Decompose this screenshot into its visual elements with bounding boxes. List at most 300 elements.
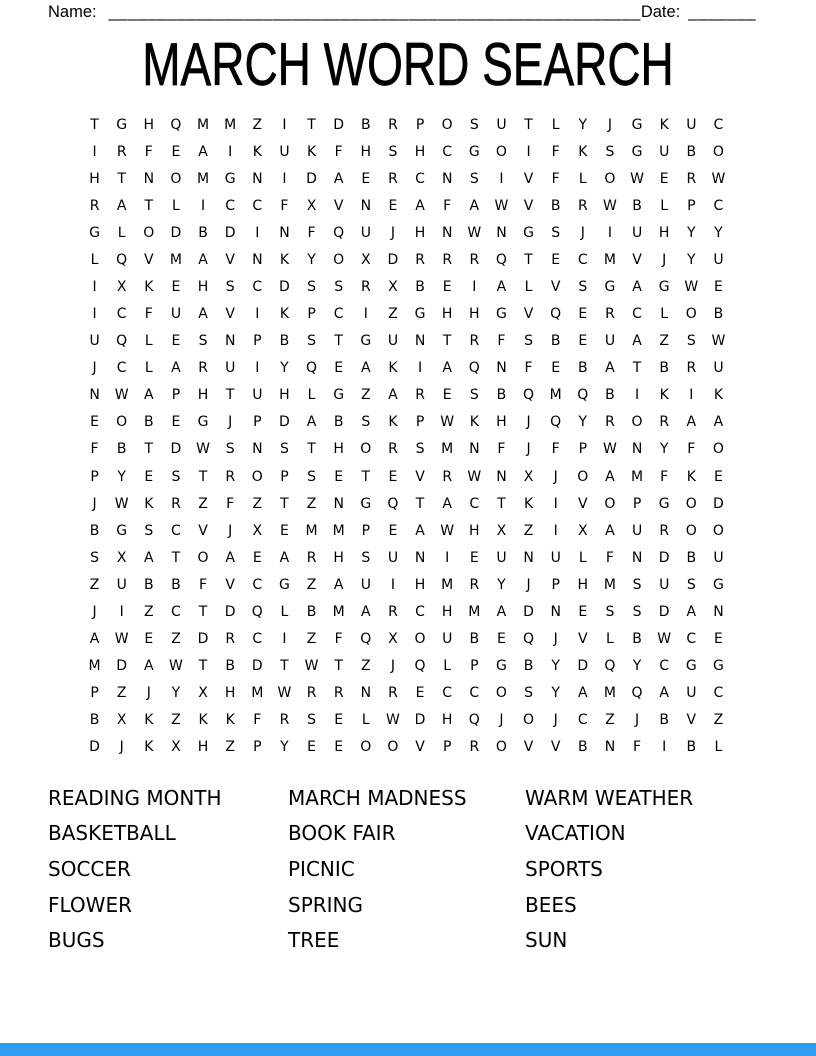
- grid-letter: W: [684, 279, 699, 295]
- grid-letter: U: [631, 224, 643, 241]
- grid-letter: E: [334, 360, 344, 377]
- grid-letter: Q: [116, 333, 128, 350]
- grid-letter: X: [116, 549, 127, 566]
- grid-letter: N: [252, 170, 263, 187]
- grid-letter: E: [578, 333, 588, 350]
- grid-letter: E: [361, 170, 371, 187]
- grid-letter: O: [441, 116, 453, 133]
- grid-letter: Z: [252, 495, 263, 512]
- grid-letter: O: [197, 549, 209, 566]
- grid-letter: O: [523, 712, 535, 729]
- grid-letter: E: [578, 603, 588, 620]
- grid-letter: O: [414, 631, 426, 648]
- grid-letter: T: [632, 360, 642, 377]
- grid-letter: I: [92, 306, 97, 323]
- grid-letter: F: [551, 170, 560, 187]
- grid-letter: I: [390, 576, 395, 593]
- grid-letter: V: [523, 739, 534, 756]
- grid-letter: J: [607, 116, 612, 133]
- grid-letter: V: [415, 468, 425, 485]
- grid-letter: Y: [578, 414, 588, 431]
- grid-letter: R: [306, 549, 317, 566]
- grid-letter: W: [440, 522, 455, 539]
- grid-letter: F: [497, 441, 506, 458]
- grid-letter: B: [171, 576, 181, 593]
- grid-letter: P: [578, 441, 588, 458]
- grid-letter: O: [251, 468, 263, 485]
- grid-letter: H: [441, 712, 453, 729]
- grid-letter: P: [307, 306, 316, 323]
- grid-letter: A: [469, 197, 480, 214]
- grid-letter: U: [225, 360, 236, 377]
- date-line: _______: [688, 3, 757, 21]
- grid-letter: D: [577, 658, 589, 675]
- grid-letter: E: [551, 360, 561, 377]
- grid-letter: H: [224, 685, 236, 702]
- grid-letter: C: [577, 712, 588, 729]
- grid-letter: O: [387, 739, 399, 756]
- grid-letter: H: [333, 441, 344, 458]
- grid-letter: V: [578, 631, 588, 648]
- grid-letter: B: [361, 116, 371, 133]
- grid-letter: V: [523, 170, 534, 187]
- grid-letter: N: [252, 251, 263, 268]
- grid-letter: J: [390, 658, 395, 675]
- grid-letter: H: [414, 576, 426, 593]
- grid-letter: A: [632, 279, 642, 295]
- grid-letter: V: [550, 279, 561, 295]
- grid-letter: B: [225, 658, 235, 675]
- grid-letter: U: [360, 224, 371, 241]
- word-list-item: BOOK FAIR: [288, 821, 396, 846]
- grid-letter: J: [662, 251, 667, 268]
- grid-letter: Z: [605, 712, 615, 729]
- grid-letter: Q: [577, 387, 589, 404]
- grid-letter: X: [361, 251, 371, 268]
- grid-letter: R: [659, 522, 670, 539]
- grid-letter: D: [279, 279, 290, 295]
- grid-letter: S: [605, 603, 615, 620]
- grid-letter: S: [171, 468, 181, 485]
- grid-letter: A: [361, 603, 371, 620]
- grid-letter: L: [578, 170, 587, 187]
- grid-letter: N: [469, 441, 480, 458]
- grid-letter: V: [333, 197, 344, 214]
- grid-letter: F: [334, 631, 343, 648]
- word-list-item: SOCCER: [48, 856, 131, 881]
- grid-letter: I: [282, 170, 287, 187]
- grid-letter: A: [578, 685, 588, 702]
- grid-letter: A: [198, 251, 208, 268]
- grid-letter: B: [89, 522, 100, 539]
- grid-letter: O: [685, 495, 697, 512]
- word-list-item: BUGS: [48, 928, 105, 953]
- grid-letter: F: [660, 468, 669, 485]
- grid-letter: R: [388, 116, 398, 133]
- grid-letter: G: [496, 306, 507, 323]
- grid-letter: O: [577, 468, 589, 485]
- grid-letter: A: [632, 333, 642, 350]
- grid-letter: Y: [659, 441, 669, 458]
- grid-letter: C: [225, 197, 236, 214]
- grid-letter: J: [92, 603, 97, 620]
- grid-letter: S: [307, 333, 316, 350]
- grid-letter: W: [386, 712, 400, 729]
- grid-letter: S: [307, 279, 316, 295]
- grid-letter: M: [332, 603, 345, 620]
- grid-letter: N: [496, 360, 507, 377]
- grid-letter: K: [144, 279, 154, 295]
- grid-letter: W: [603, 197, 617, 214]
- grid-letter: Z: [361, 658, 371, 675]
- grid-letter: E: [578, 306, 588, 323]
- grid-letter: C: [469, 685, 480, 702]
- grid-letter: N: [523, 549, 534, 566]
- grid-letter: Q: [387, 495, 399, 512]
- grid-letter: H: [333, 549, 344, 566]
- grid-letter: E: [415, 685, 425, 702]
- grid-letter: B: [659, 712, 669, 729]
- grid-letter: J: [526, 576, 531, 593]
- grid-letter: B: [578, 360, 588, 377]
- grid-letter: E: [334, 739, 344, 756]
- grid-letter: D: [197, 631, 209, 648]
- grid-letter: D: [387, 251, 399, 268]
- grid-letter: R: [388, 170, 398, 187]
- grid-letter: F: [551, 441, 560, 458]
- grid-letter: S: [361, 414, 371, 431]
- grid-letter: R: [577, 197, 588, 214]
- grid-letter: Z: [388, 306, 398, 323]
- grid-letter: E: [171, 279, 181, 295]
- grid-letter: I: [92, 279, 97, 295]
- grid-letter: G: [333, 387, 345, 404]
- grid-letter: H: [414, 143, 426, 160]
- grid-letter: C: [252, 197, 263, 214]
- grid-letter: Z: [198, 495, 208, 512]
- grid-letter: K: [659, 387, 669, 404]
- grid-letter: C: [116, 360, 127, 377]
- grid-letter: C: [713, 685, 724, 702]
- grid-letter: L: [90, 251, 99, 268]
- grid-letter: Q: [550, 306, 562, 323]
- grid-letter: B: [144, 414, 154, 431]
- grid-letter: R: [605, 414, 615, 431]
- grid-letter: K: [713, 387, 724, 404]
- grid-letter: Y: [280, 739, 289, 756]
- grid-letter: B: [469, 631, 480, 648]
- grid-letter: L: [606, 631, 614, 648]
- grid-letter: C: [116, 306, 127, 323]
- grid-letter: N: [713, 603, 724, 620]
- grid-letter: T: [90, 116, 99, 133]
- grid-letter: A: [198, 306, 208, 323]
- grid-letter: N: [360, 197, 372, 214]
- grid-letter: T: [117, 170, 126, 187]
- grid-letter: B: [632, 197, 642, 214]
- grid-letter: U: [496, 549, 507, 566]
- grid-letter: J: [526, 414, 531, 431]
- grid-letter: J: [119, 739, 124, 756]
- grid-letter: W: [114, 631, 129, 648]
- grid-letter: P: [253, 739, 262, 756]
- grid-letter: A: [144, 658, 154, 675]
- word-list-item: TREE: [288, 928, 340, 953]
- grid-letter: W: [494, 197, 509, 214]
- grid-letter: F: [551, 143, 560, 160]
- grid-letter: K: [306, 143, 317, 160]
- grid-letter: D: [279, 414, 290, 431]
- grid-letter: O: [495, 685, 507, 702]
- grid-letter: N: [224, 333, 236, 350]
- grid-letter: D: [170, 224, 182, 241]
- grid-letter: U: [713, 549, 724, 566]
- grid-letter: A: [388, 387, 398, 404]
- grid-letter: G: [631, 116, 643, 133]
- grid-letter: Z: [144, 603, 154, 620]
- grid-letter: U: [89, 333, 100, 350]
- grid-letter: H: [143, 116, 155, 133]
- grid-letter: G: [197, 414, 209, 431]
- grid-letter: R: [388, 441, 398, 458]
- grid-letter: V: [225, 576, 235, 593]
- grid-letter: O: [685, 306, 697, 323]
- grid-letter: H: [577, 576, 589, 593]
- grid-letter: B: [198, 224, 208, 241]
- grid-letter: S: [307, 712, 316, 729]
- grid-letter: A: [333, 576, 344, 593]
- grid-letter: M: [603, 685, 616, 702]
- grid-letter: V: [225, 251, 235, 268]
- grid-letter: Y: [551, 658, 560, 675]
- grid-letter: L: [578, 549, 587, 566]
- grid-letter: T: [334, 658, 343, 675]
- grid-letter: U: [659, 576, 670, 593]
- word-list: [48, 780, 693, 958]
- grid-letter: I: [282, 116, 287, 133]
- grid-letter: Q: [333, 224, 345, 241]
- grid-letter: C: [252, 576, 263, 593]
- grid-letter: Z: [523, 522, 534, 539]
- grid-letter: X: [578, 522, 588, 539]
- grid-letter: H: [496, 414, 507, 431]
- grid-letter: E: [714, 631, 723, 648]
- grid-letter: U: [659, 143, 670, 160]
- grid-letter: T: [524, 116, 533, 133]
- grid-letter: R: [333, 685, 344, 702]
- grid-letter: R: [469, 576, 480, 593]
- grid-letter: R: [415, 251, 425, 268]
- grid-letter: M: [224, 116, 237, 133]
- word-list-item: READING MONTH: [48, 785, 222, 810]
- grid-letter: H: [197, 279, 209, 295]
- grid-letter: Y: [632, 658, 642, 675]
- grid-letter: P: [632, 495, 642, 512]
- grid-letter: N: [333, 495, 344, 512]
- word-list-item: WARM WEATHER: [525, 785, 694, 810]
- grid-letter: B: [415, 279, 425, 295]
- grid-letter: T: [225, 387, 235, 404]
- grid-letter: P: [551, 576, 560, 593]
- grid-letter: F: [226, 495, 235, 512]
- grid-letter: I: [200, 197, 206, 214]
- grid-letter: L: [551, 116, 560, 133]
- grid-letter: B: [116, 441, 127, 458]
- grid-letter: H: [658, 224, 670, 241]
- grid-letter: X: [116, 279, 127, 295]
- grid-letter: W: [277, 685, 292, 702]
- name-label: Name:: [48, 3, 97, 21]
- grid-letter: R: [225, 631, 236, 648]
- grid-letter: F: [605, 549, 614, 566]
- grid-letter: S: [307, 468, 316, 485]
- grid-letter: G: [713, 576, 724, 593]
- grid-letter: P: [442, 739, 452, 756]
- grid-letter: K: [144, 495, 154, 512]
- grid-letter: Y: [307, 251, 316, 268]
- grid-letter: J: [634, 712, 640, 729]
- grid-letter: I: [499, 170, 504, 187]
- grid-letter: W: [114, 387, 129, 404]
- grid-letter: Z: [713, 712, 724, 729]
- word-list-item: MARCH MADNESS: [288, 785, 467, 810]
- grid-letter: P: [253, 333, 262, 350]
- grid-letter: S: [334, 279, 344, 295]
- grid-letter: U: [360, 576, 371, 593]
- grid-letter: K: [225, 712, 235, 729]
- grid-letter: J: [553, 468, 558, 485]
- grid-letter: J: [526, 441, 531, 458]
- grid-letter: S: [198, 333, 208, 350]
- grid-letter: N: [360, 685, 372, 702]
- grid-letter: Z: [171, 712, 181, 729]
- grid-letter: Q: [306, 360, 318, 377]
- grid-letter: O: [604, 495, 616, 512]
- grid-letter: G: [224, 170, 236, 187]
- grid-letter: R: [686, 360, 697, 377]
- grid-letter: T: [307, 441, 316, 458]
- grid-letter: P: [361, 522, 371, 539]
- grid-letter: O: [333, 251, 345, 268]
- grid-letter: D: [713, 495, 724, 512]
- grid-letter: O: [712, 522, 724, 539]
- grid-letter: K: [388, 414, 398, 431]
- grid-letter: P: [415, 414, 425, 431]
- grid-letter: Q: [170, 116, 182, 133]
- grid-letter: G: [604, 279, 616, 295]
- grid-letter: Z: [659, 333, 669, 350]
- grid-letter: V: [550, 739, 561, 756]
- grid-letter: D: [658, 549, 670, 566]
- grid-letter: W: [304, 658, 319, 675]
- grid-letter: H: [360, 143, 372, 160]
- grid-letter: J: [92, 495, 97, 512]
- grid-letter: S: [469, 116, 479, 133]
- grid-letter: A: [605, 360, 615, 377]
- grid-letter: I: [228, 143, 233, 160]
- grid-letter: W: [630, 170, 644, 187]
- word-list-item: SUN: [525, 928, 568, 953]
- word-list-item: FLOWER: [48, 892, 132, 917]
- grid-letter: A: [605, 522, 615, 539]
- grid-letter: M: [441, 441, 454, 458]
- grid-letter: I: [255, 224, 260, 241]
- grid-letter: A: [144, 549, 154, 566]
- grid-letter: E: [171, 143, 181, 160]
- grid-letter: L: [714, 739, 723, 756]
- grid-letter: H: [441, 306, 453, 323]
- grid-letter: U: [116, 576, 127, 593]
- grid-letter: L: [443, 658, 452, 675]
- grid-letter: T: [415, 495, 425, 512]
- grid-letter: A: [144, 387, 154, 404]
- grid-letter: A: [225, 549, 235, 566]
- grid-letter: N: [441, 224, 453, 241]
- grid-letter: S: [469, 170, 479, 187]
- grid-letter: C: [713, 116, 724, 133]
- grid-letter: W: [169, 658, 183, 675]
- grid-letter: I: [363, 306, 368, 323]
- grid-letter: C: [713, 197, 724, 214]
- grid-letter: C: [442, 685, 453, 702]
- grid-letter: Q: [495, 251, 507, 268]
- grid-letter: K: [279, 306, 290, 323]
- grid-letter: M: [251, 685, 264, 702]
- grid-letter: S: [225, 279, 235, 295]
- grid-letter: L: [144, 360, 153, 377]
- grid-letter: A: [306, 414, 317, 431]
- grid-letter: M: [332, 522, 345, 539]
- grid-letter: L: [280, 603, 289, 620]
- grid-letter: P: [90, 468, 99, 485]
- grid-letter: M: [603, 576, 616, 593]
- grid-letter: E: [442, 387, 452, 404]
- grid-letter: X: [198, 685, 208, 702]
- grid-letter: R: [469, 739, 480, 756]
- grid-letter: F: [90, 441, 99, 458]
- grid-letter: R: [469, 251, 480, 268]
- grid-letter: O: [116, 414, 128, 431]
- grid-letter: A: [415, 522, 425, 539]
- grid-letter: F: [497, 333, 506, 350]
- grid-letter: E: [252, 549, 262, 566]
- grid-letter: T: [361, 468, 371, 485]
- grid-letter: G: [631, 143, 643, 160]
- grid-letter: M: [305, 522, 318, 539]
- grid-letter: G: [658, 495, 670, 512]
- grid-letter: Z: [361, 387, 371, 404]
- grid-letter: Q: [414, 658, 426, 675]
- grid-letter: V: [686, 712, 697, 729]
- grid-letter: S: [469, 387, 479, 404]
- grid-letter: R: [659, 414, 670, 431]
- grid-letter: K: [198, 712, 208, 729]
- grid-letter: H: [89, 170, 100, 187]
- grid-letter: I: [282, 631, 287, 648]
- grid-letter: A: [442, 360, 452, 377]
- grid-letter: N: [496, 224, 507, 241]
- grid-letter: U: [550, 549, 561, 566]
- word-list-item: VACATION: [525, 821, 626, 846]
- grid-letter: R: [306, 685, 317, 702]
- grid-letter: L: [361, 712, 370, 729]
- grid-letter: Q: [251, 603, 263, 620]
- grid-letter: V: [415, 739, 425, 756]
- grid-letter: D: [523, 603, 534, 620]
- grid-letter: O: [360, 441, 372, 458]
- grid-letter: T: [198, 658, 208, 675]
- grid-letter: G: [279, 576, 290, 593]
